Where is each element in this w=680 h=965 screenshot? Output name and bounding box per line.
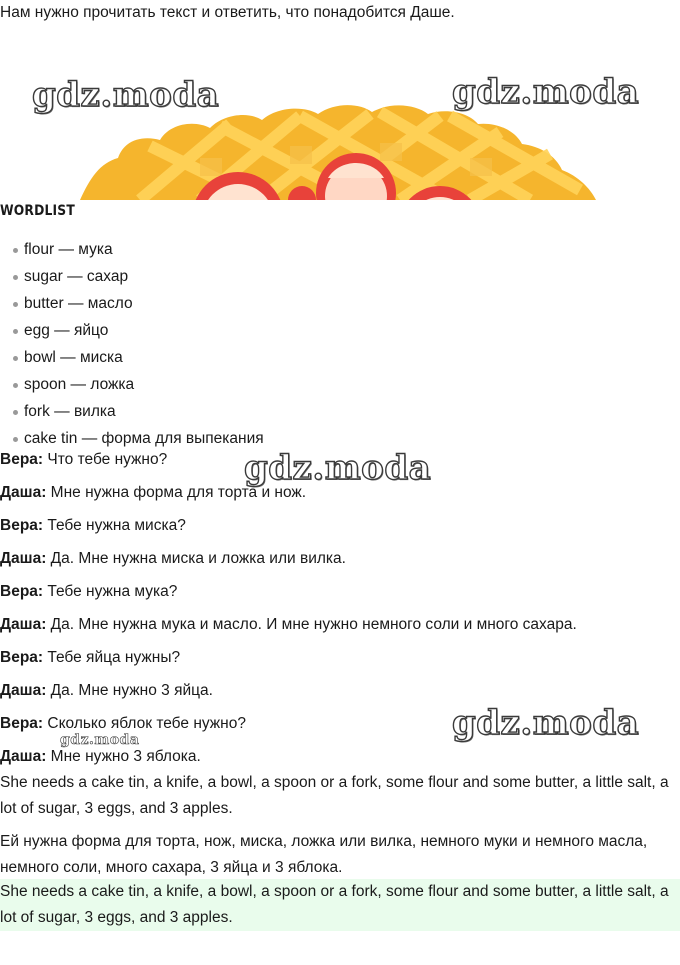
list-item: cake tin — форма для выпекания [0,425,264,452]
speaker: Даша: [0,748,47,765]
speaker: Вера: [0,583,44,600]
watermark: gdz.moda [244,448,432,488]
list-item: sugar — сахар [0,263,264,290]
speaker: Вера: [0,649,44,666]
intro-text: Нам нужно прочитать текст и ответить, что понадобится Даше. [0,4,455,21]
dialog-line [0,581,680,614]
list-item: butter — масло [0,290,264,317]
utterance: Да. Мне нужна мука и масло. И мне нужно немного соли и много сахара. [46,616,577,633]
list-item: flour — мука [0,236,264,263]
list-item: bowl — миска [0,344,264,371]
utterance: Сколько яблок тебе нужно? [43,715,246,732]
utterance: Мне нужна форма для торта и нож. [46,484,307,501]
utterance: Мне нужно 3 яблока. [46,748,201,765]
speaker: Даша: [0,550,47,567]
utterance: Да. Мне нужна миска и ложка или вилка. [46,550,346,567]
speaker: Даша: [0,682,47,699]
utterance: Тебе нужна миска? [43,517,186,534]
list-item: fork — вилка [0,398,264,425]
answer-english: She needs a cake tin, a knife, a bowl, a spoon or a fork, some flour and some butter, a little salt, a lot of sugar, 3 eggs, and 3 apples. [0,774,669,817]
speaker: Даша: [0,616,47,633]
dialog-line [0,647,680,680]
dialog-line [0,746,680,768]
dialog-line [0,614,680,647]
speaker: Даша: [0,484,47,501]
utterance: Да. Мне нужно 3 яйца. [46,682,213,699]
watermark: gdz.moda [452,72,640,112]
list-item: egg — яйцо [0,317,264,344]
watermark: gdz.moda [452,703,640,743]
answer-english-highlighted: She needs a cake tin, a knife, a bowl, a spoon or a fork, some flour and some butter, a little salt, a lot of sugar, 3 eggs, and 3 apples. [0,879,680,931]
utterance: Тебе нужна мука? [43,583,178,600]
dialog-line [0,515,680,548]
list-item: spoon — ложка [0,371,264,398]
speaker: Вера: [0,451,44,468]
answer-russian: Ей нужна форма для торта, нож, миска, ложка или вилка, немного муки и немного масла, немного соли, много сахара, 3 яйца и 3 яблока. [0,833,648,876]
speaker: Вера: [0,517,44,534]
utterance: Тебе яйца нужны? [43,649,181,666]
speaker: Вера: [0,715,44,732]
dialog-line [0,548,680,581]
wordlist [0,236,264,452]
wordlist-heading: WORDLIST [0,203,75,219]
watermark: gdz.moda [32,75,220,115]
utterance: Что тебе нужно? [43,451,168,468]
watermark: gdz.moda [60,732,140,748]
